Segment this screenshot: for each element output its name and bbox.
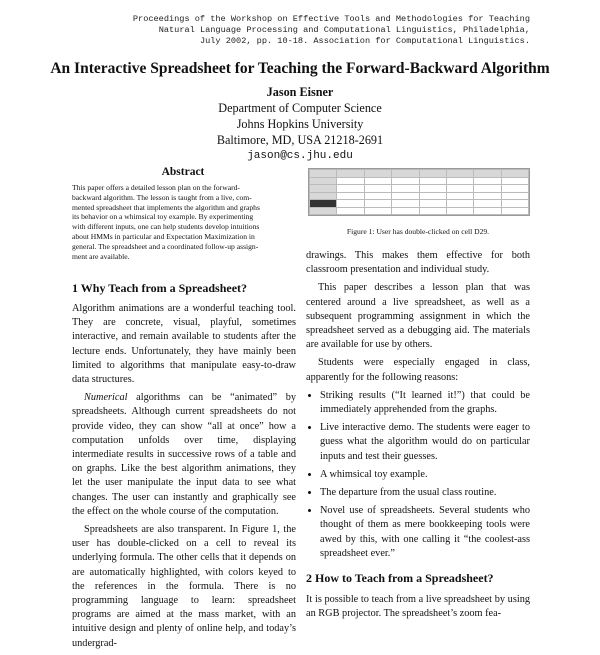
sheet-cell xyxy=(446,185,473,193)
sheet-cell xyxy=(419,207,446,215)
sheet-cell xyxy=(419,170,446,178)
paragraph: drawings. This makes them effective for both classroom presentation and individual study. xyxy=(306,250,530,276)
proceedings-header xyxy=(110,14,530,47)
sheet-cell xyxy=(337,170,364,178)
section-heading: 2 How to Teach from a Spreadsheet? xyxy=(306,571,494,586)
sheet-cell xyxy=(501,185,528,193)
proceedings-line: Natural Language Processing and Computational Linguistics, Philadelphia, xyxy=(158,25,530,35)
paragraph-text: algorithms can be “animated” by spreadsheets. Although current spreadsheets do not provide video, they can show “all at once” how a computation unfolds over time, displaying intermediate results in successive rows of a table and on graphs. Like the best algorithm animations, they let the user manipulate the input data to see what changes. The user can instantly and graphically see the effect on the whole course of the computation. xyxy=(72,392,296,517)
sheet-cell xyxy=(392,185,419,193)
author-name: Jason Eisner xyxy=(266,85,334,99)
sheet-cell xyxy=(446,170,473,178)
abstract-line: about HMMs in particular and Expectation Maximization in xyxy=(72,231,255,241)
paragraph: Students were especially engaged in class, apparently for the following reasons: xyxy=(306,357,530,383)
sheet-cell xyxy=(419,185,446,193)
abstract-line: This paper offers a detailed lesson plan on the forward- xyxy=(72,183,240,192)
sheet-cell xyxy=(364,185,391,193)
paragraph: It is possible to teach from a live spreadsheet by using an RGB projector. The spreadsheet’s zoom fea- xyxy=(306,594,530,620)
sheet-cell xyxy=(474,185,501,193)
sheet-cell xyxy=(474,207,501,215)
sheet-cell xyxy=(310,185,337,193)
abstract-heading: Abstract xyxy=(161,166,205,178)
sheet-cell xyxy=(392,200,419,208)
sheet-cell xyxy=(337,207,364,215)
sheet-cell xyxy=(446,192,473,200)
right-column-text xyxy=(306,249,530,626)
abstract-line: general. The spreadsheet and a coordinated follow-up assign- xyxy=(72,241,259,251)
list-item: • Striking results (“It learned it!”) that could be immediately apprehended from the graphs. xyxy=(320,389,530,417)
sheet-cell xyxy=(501,177,528,185)
list-item: • Live interactive demo. The students were eager to guess what the algorithm would do on particular inputs and test their guesses. xyxy=(320,421,530,464)
emphasis: Numerical xyxy=(84,392,128,404)
sheet-cell-selected xyxy=(310,200,337,208)
abstract-body xyxy=(72,183,294,261)
sheet-cell xyxy=(474,200,501,208)
sheet-cell xyxy=(419,192,446,200)
proceedings-line: July 2002, pp. 10-18. Association for Computational Linguistics. xyxy=(199,36,530,46)
spreadsheet-thumbnail xyxy=(309,169,529,215)
paragraph: This paper describes a lesson plan that was centered around a live spreadsheet, as well as a subsequent programming assignment in which the spreadsheet served as a debugging aid. The materials are available for use by others. xyxy=(306,282,530,351)
sheet-cell xyxy=(337,192,364,200)
paragraph: Spreadsheets are also transparent. In Figure 1, the user has double-clicked on a cell to reveal its underlying formula. The other cells that it depends on are automatically highlighted, with colors keyed to the references in the formula. There is no programming language to learn: spreadsheet programs are aimed at the mass market, with an intuitive design and plenty of online help, and today’s undergrad- xyxy=(72,524,296,649)
sheet-cell xyxy=(446,200,473,208)
abstract-line: mented spreadsheet that implements the algorithm and graphs xyxy=(72,202,260,212)
sheet-cell xyxy=(310,192,337,200)
list-item: • Novel use of spreadsheets. Several students who thought of them as mere bookkeeping tools were awed by this, with one calling it “the coolest-ass spreadsheet ever.” xyxy=(320,504,530,561)
reasons-list xyxy=(306,389,530,561)
sheet-cell xyxy=(501,200,528,208)
sheet-cell xyxy=(364,177,391,185)
sheet-cell xyxy=(501,170,528,178)
paragraph xyxy=(72,391,296,519)
author-block xyxy=(0,84,600,164)
paper-title: An Interactive Spreadsheet for Teaching the Forward-Backward Algorithm xyxy=(50,60,550,77)
sheet-cell xyxy=(364,192,391,200)
paragraph: Algorithm animations are a wonderful teaching tool. They are concrete, visual, playful, sometimes interactive, and remain available to students after the lecture ends. Unfortunately, they have mainly been limited to algorithms that manipulate easy-to-draw data structures. xyxy=(72,303,296,386)
proceedings-line: Proceedings of the Workshop on Effective Tools and Methodologies for Teaching xyxy=(132,14,530,24)
sheet-cell xyxy=(392,207,419,215)
sheet-cell xyxy=(392,192,419,200)
sheet-cell xyxy=(364,200,391,208)
abstract-line: its behavior on a whimsical toy example. By experimenting xyxy=(72,212,254,222)
sheet-cell xyxy=(474,192,501,200)
sheet-cell xyxy=(364,207,391,215)
author-city: Baltimore, MD, USA 21218-2691 xyxy=(216,133,384,147)
sheet-cell xyxy=(364,170,391,178)
figure-caption: Figure 1: User has double-clicked on cell D29. xyxy=(346,227,490,236)
sheet-cell xyxy=(419,177,446,185)
sheet-cell xyxy=(501,192,528,200)
sheet-cell xyxy=(446,177,473,185)
list-item: • The departure from the usual class routine. xyxy=(320,486,530,500)
sheet-cell xyxy=(310,170,337,178)
spreadsheet-figure xyxy=(308,168,530,216)
sheet-cell xyxy=(337,185,364,193)
sheet-cell xyxy=(310,177,337,185)
author-email: jason@cs.jhu.edu xyxy=(247,150,353,162)
abstract-line: ment are available. xyxy=(72,251,130,261)
sheet-cell xyxy=(419,200,446,208)
section-heading: 1 Why Teach from a Spreadsheet? xyxy=(72,281,248,295)
sheet-cell xyxy=(337,200,364,208)
author-dept: Department of Computer Science xyxy=(218,101,382,115)
sheet-cell xyxy=(446,207,473,215)
sheet-cell xyxy=(474,170,501,178)
abstract-line: with different inputs, one can help students develop intuitions xyxy=(72,222,260,232)
sheet-cell xyxy=(392,170,419,178)
sheet-cell xyxy=(310,207,337,215)
sheet-cell xyxy=(392,177,419,185)
list-item: • A whimsical toy example. xyxy=(320,468,530,482)
abstract-line: backward algorithm. The lesson is taught from a live, com- xyxy=(72,192,252,202)
author-univ: Johns Hopkins University xyxy=(236,117,364,131)
left-column-text xyxy=(72,302,296,655)
sheet-cell xyxy=(337,177,364,185)
sheet-cell xyxy=(474,177,501,185)
sheet-cell xyxy=(501,207,528,215)
